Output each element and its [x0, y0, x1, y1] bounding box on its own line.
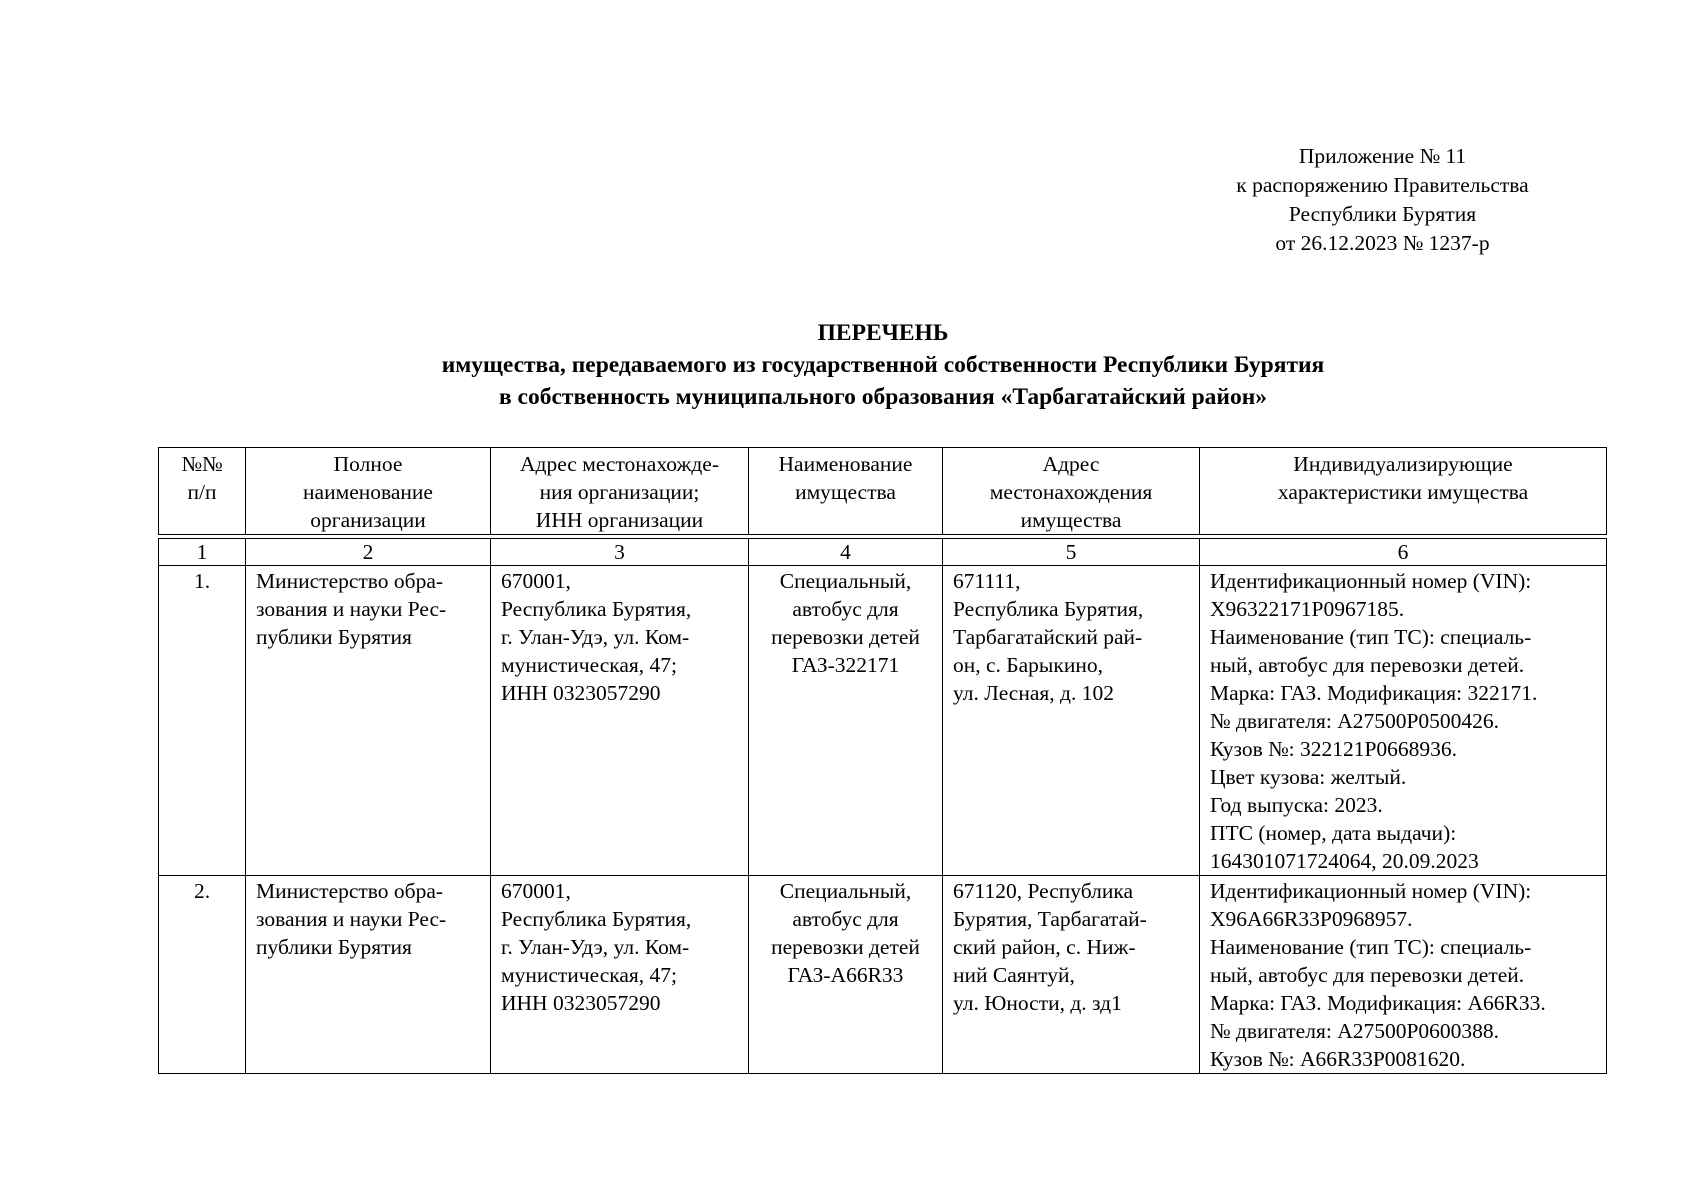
row-number: 2.	[159, 876, 246, 1074]
table-row	[159, 566, 1607, 876]
appendix-line: к распоряжению Правительства	[1236, 173, 1529, 197]
row-number: 1.	[159, 566, 246, 876]
column-number: 6	[1200, 539, 1607, 566]
column-number: 1	[159, 539, 246, 566]
characteristics-cell: Идентификационный номер (VIN): X96322171P0967185. Наименование (тип ТС): специаль- ный, автобус для перевозки детей. Марка: ГАЗ. Модификация: 322171. № двигателя: A27500P0500426. Кузов №: 322121P0668936. Цвет кузова: желтый. Год выпуска: 2023. ПТС (номер, дата выдачи): 164301071724064, 20.09.2023	[1200, 566, 1607, 876]
org-address-cell: 670001, Республика Бурятия, г. Улан-Удэ, ул. Ком- мунистическая, 47; ИНН 0323057290	[491, 566, 749, 876]
column-number: 3	[491, 539, 749, 566]
title-line: ПЕРЕЧЕНЬ	[817, 320, 949, 346]
appendix-line: Приложение № 11	[1298, 144, 1467, 168]
organization-cell: Министерство обра- зования и науки Рес- публики Бурятия	[246, 566, 491, 876]
header-cell-organization: Полное наименование организации	[246, 448, 491, 535]
column-number: 2	[246, 539, 491, 566]
column-number-row	[159, 539, 1607, 566]
document-title	[160, 317, 1606, 413]
title-line: в собственность муниципального образования «Тарбагатайский район»	[498, 384, 1268, 410]
appendix-line: Республики Бурятия	[1288, 202, 1477, 226]
characteristics-cell: Идентификационный номер (VIN): X96A66R33P0968957. Наименование (тип ТС): специаль- ный, автобус для перевозки детей. Марка: ГАЗ. Модификация: А66R33. № двигателя: A27500P0600388. Кузов №: A66R33P0081620.	[1200, 876, 1607, 1074]
organization-cell: Министерство обра- зования и науки Рес- публики Бурятия	[246, 876, 491, 1074]
property-table	[158, 447, 1607, 1074]
header-cell-property-address: Адрес местонахождения имущества	[943, 448, 1200, 535]
header-row	[159, 448, 1607, 535]
column-number: 4	[749, 539, 943, 566]
header-cell-org-address: Адрес местонахожде- ния организации; ИНН организации	[491, 448, 749, 535]
appendix-line: от 26.12.2023 № 1237-р	[1275, 231, 1490, 255]
property-name-cell: Специальный, автобус для перевозки детей ГАЗ-А66R33	[749, 876, 943, 1074]
appendix-block	[1195, 142, 1570, 258]
header-cell-property-name: Наименование имущества	[749, 448, 943, 535]
org-address-cell: 670001, Республика Бурятия, г. Улан-Удэ, ул. Ком- мунистическая, 47; ИНН 0323057290	[491, 876, 749, 1074]
header-cell-characteristics: Индивидуализирующие характеристики имущества	[1200, 448, 1607, 535]
table-row	[159, 876, 1607, 1074]
property-name-cell: Специальный, автобус для перевозки детей ГАЗ-322171	[749, 566, 943, 876]
property-address-cell: 671120, Республика Бурятия, Тарбагатай- ский район, с. Ниж- ний Саянтуй, ул. Юности, д. зд1	[943, 876, 1200, 1074]
column-number: 5	[943, 539, 1200, 566]
property-address-cell: 671111, Республика Бурятия, Тарбагатайский рай- он, с. Барыкино, ул. Лесная, д. 102	[943, 566, 1200, 876]
title-line: имущества, передаваемого из государственной собственности Республики Бурятия	[441, 352, 1325, 378]
header-cell-number: №№ п/п	[159, 448, 246, 535]
